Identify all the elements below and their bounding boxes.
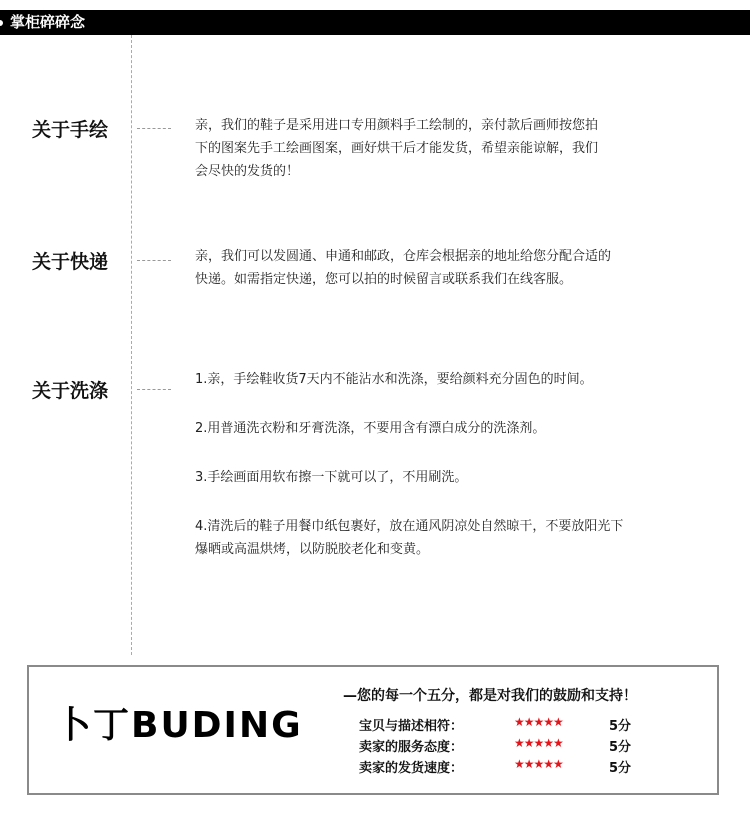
body-line: 爆晒或高温烘烤，以防脱胶老化和变黄。 (195, 542, 430, 557)
vertical-divider (131, 35, 132, 655)
body-line: 4.清洗后的鞋子用餐巾纸包裹好，放在通风阴凉处自然晾干，不要放阳光下 (195, 519, 624, 534)
rating-label: 宝贝与描述相符： (359, 719, 464, 734)
rating-score: 5分 (609, 719, 632, 734)
body-line: 3.手绘画面用软布擦一下就可以了，不用刷洗。 (195, 470, 468, 485)
body-line: 会尽快的发货的！ (195, 164, 300, 179)
body-line: 快递。如需指定快递，您可以拍的时候留言或联系我们在线客服。 (195, 272, 573, 287)
star-rating-icon: ★★★★★ (514, 757, 563, 771)
section-title: 关于快递 (32, 251, 109, 273)
brand-logo: 卜丁BUDING (55, 705, 303, 746)
rating-label: 卖家的服务态度： (359, 740, 464, 755)
body-line: 2.用普通洗衣粉和牙膏洗涤，不要用含有漂白成分的洗涤剂。 (195, 421, 546, 436)
star-rating-icon: ★★★★★ (514, 736, 563, 750)
section-body (195, 368, 623, 561)
bullet-dot-icon (0, 20, 3, 26)
rating-slogan: —您的每一个五分，都是对我们的鼓励和支持！ (343, 688, 637, 704)
section-dash (137, 389, 171, 390)
section-title: 关于手绘 (32, 119, 109, 141)
section-dash (137, 260, 171, 261)
body-line: 亲，我们可以发圆通、申通和邮政，仓库会根据亲的地址给您分配合适的 (195, 249, 612, 264)
section-body (195, 114, 598, 183)
section-title: 关于洗涤 (32, 380, 109, 402)
header-bar (0, 10, 750, 35)
page-title: 掌柜碎碎念 (10, 13, 86, 31)
star-rating-icon: ★★★★★ (514, 715, 563, 729)
rating-box (27, 665, 719, 795)
section-body (195, 245, 611, 291)
rating-score: 5分 (609, 761, 632, 776)
rating-score: 5分 (609, 740, 632, 755)
rating-label: 卖家的发货速度： (359, 761, 464, 776)
body-line: 下的图案先手工绘画图案，画好烘干后才能发货，希望亲能谅解，我们 (195, 141, 599, 156)
body-line: 亲，我们的鞋子是采用进口专用颜料手工绘制的，亲付款后画师按您拍 (195, 118, 599, 133)
body-line: 1.亲，手绘鞋收货7天内不能沾水和洗涤，要给颜料充分固色的时间。 (195, 372, 593, 387)
section-dash (137, 128, 171, 129)
